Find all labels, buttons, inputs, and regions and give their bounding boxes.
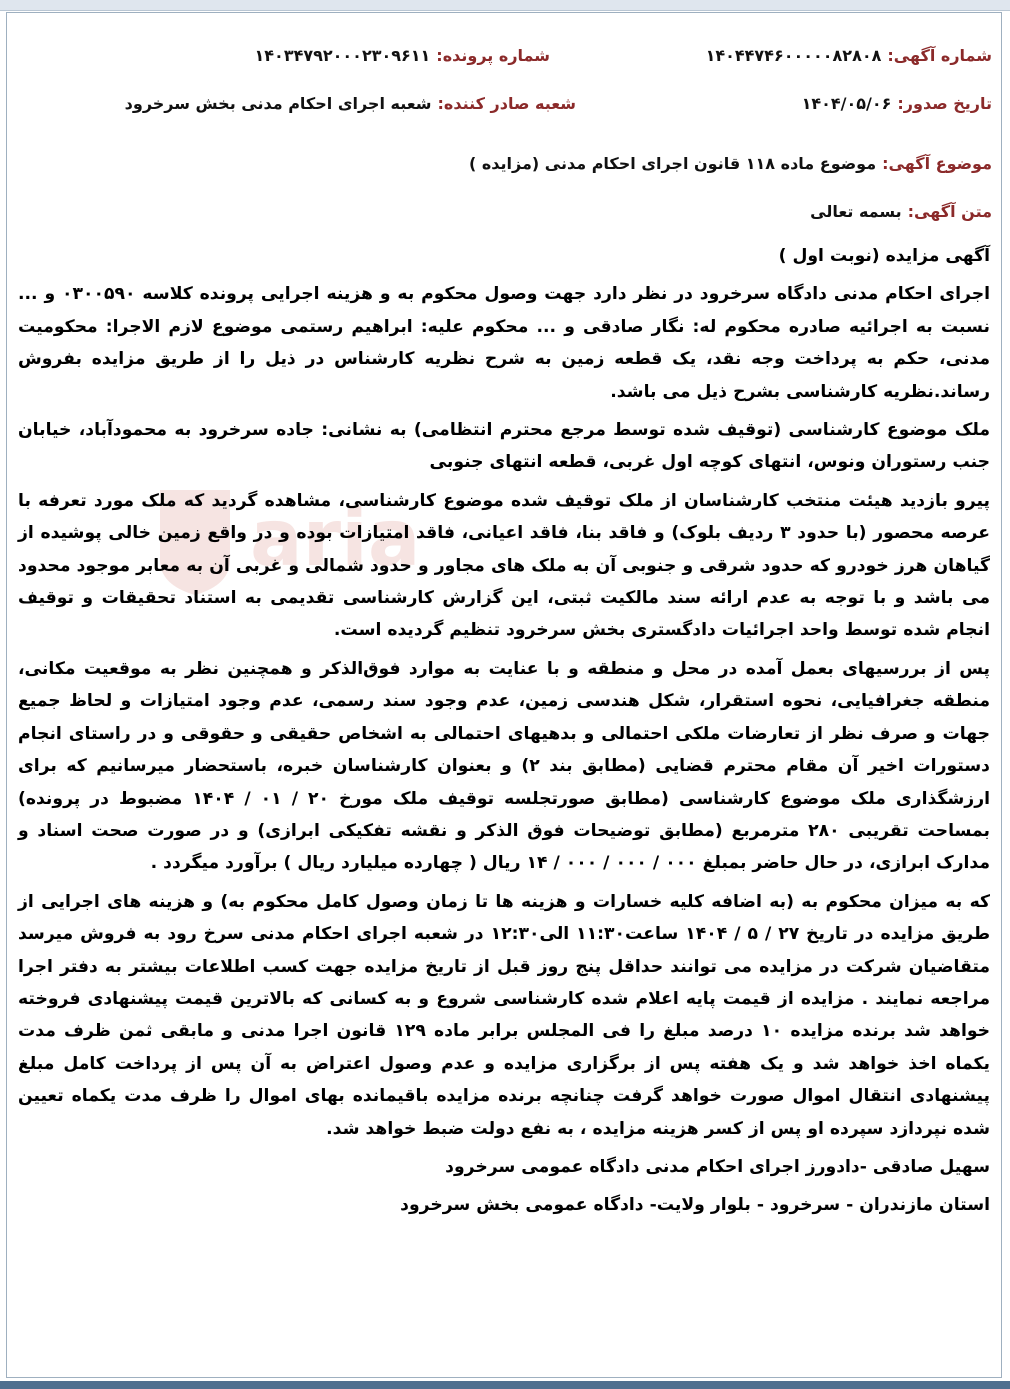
body-paragraph-2: ملک موضوع کارشناسی (توقیف شده توسط مرجع محترم انتظامی) به نشانی: جاده سرخرود به محمودآباد، خیابان جنب رستوران ونوس، انتهای کوچه اول غربی، قطعه انتهای جنوبی	[18, 420, 990, 473]
issue-date-value: ۱۴۰۴/۰۵/۰۶	[801, 94, 892, 113]
issue-date-row	[802, 94, 992, 113]
body-paragraph-5: که به میزان محکوم به (به اضافه کلیه خسارات و هزینه ها تا زمان وصول کامل محکوم به) و هزینه های اجرایی از طریق مزایده در تاریخ ۲۷ / ۵ / ۱۴۰۴ ساعت۱۱:۳۰ الی۱۲:۳۰ در شعبه اجرای احکام مدنی سرخ رود به فروش میرسد متقاضیان شرکت در مزایده می توانند حداقل پنج روز قبل از تاریخ مزایده جهت کسب اطلاعات بیشتر به دفتر اجرا مراجعه نمایند . مزایده از قیمت پایه اعلام شده کارشناسی شروع و به کسانی که بالاترین قیمت پیشنهادی فروخته خواهد شد برنده مزایده ۱۰ درصد مبلغ را فی المجلس برابر ماده ۱۲۹ قانون اجرا مدنی و مابقی ثمن ظرف مدت یکماه اخذ خواهد شد و یک هفته پس از برگزاری مزایده و عدم وصول اعتراض به آن پس از پرداخت کامل مبلغ پیشنهادی انتقال اموال صورت خواهد گرفت چنانچه برنده مزایده باقیمانده بهای اموال را ظرف مدت یکماه تعیین شده نپردازد سپرده او پس از کسر هزینه مزایده ، به نفع دولت ضبط خواهد شد.	[18, 891, 991, 1139]
notice-number-row	[706, 46, 992, 65]
subject-value: موضوع ماده ۱۱۸ قانون اجرای احکام مدنی (مزایده )	[468, 154, 877, 173]
window-bottom-bar	[0, 1381, 1010, 1389]
notice-text-row	[810, 202, 992, 221]
svg-text:aria: aria	[250, 494, 421, 584]
file-number-label: شماره پرونده:	[436, 46, 550, 65]
file-number-value: ۱۴۰۳۴۷۹۲۰۰۰۲۳۰۹۶۱۱	[254, 46, 431, 65]
body-paragraph-3: پیرو بازدید هیئت منتخب کارشناسان از ملک توقیف شده موضوع کارشناسی، مشاهده گردید که ملک مورد تعرفه با عرصه محصور (با حدود ۳ ردیف بلوک) و فاقد بنا، فاقد اعیانی، فاقد امتیازات بوده و در واقع زمین خالی پوشیده از گیاهان هرز خودرو که حدود شرقی و جنوبی آن به ملک های مجاور و حدود شمالی و غربی آن به معابر موجود محدود می باشد و با توجه به عدم ارائه سند مالکیت ثبتی، این گزارش کارشناسی تقدیمی به استناد تحقیقات و توقیف انجام شده توسط واحد اجرائیات دادگستری بخش سرخرود تنظیم گردیده است.	[18, 490, 990, 641]
body-paragraph-1: اجرای احکام مدنی دادگاه سرخرود در نظر دارد جهت وصول محکوم به و هزینه اجرایی پرونده کلاسه ۰۳۰۰۵۹۰ و ... نسبت به اجرائیه صادره محکوم له: نگار صادقی و ... محکوم علیه: ابراهیم رستمی موضوع لازم الاجرا: محکومیت مدنی، حکم به پرداخت وجه نقد، یک قطعه زمین به شرح نظریه کارشناس در ذیل را از طریق مزایده بفروش رساند.نظریه کارشناسی بشرح ذیل می باشد.	[18, 284, 990, 402]
issuing-branch-row	[125, 94, 576, 113]
subject-label: موضوع آگهی:	[882, 154, 992, 173]
issue-date-label: تاریخ صدور:	[897, 94, 992, 113]
issuing-branch-label: شعبه صادر کننده:	[437, 94, 576, 113]
notice-number-value: ۱۴۰۴۴۷۴۶۰۰۰۰۰۸۲۸۰۸	[705, 46, 882, 65]
subject-row	[469, 154, 992, 173]
notice-text-opening: بسمه تعالی	[810, 202, 902, 221]
address-line: استان مازندران - سرخرود - بلوار ولایت- دادگاه عمومی بخش سرخرود	[400, 1195, 990, 1216]
body-paragraph-4: پس از بررسیهای بعمل آمده در محل و منطقه و با عنایت به موارد فوق‌الذکر و همچنین نظر به موقعیت مکانی، منطقه جغرافیایی، نحوه استقرار، شکل هندسی زمین، عدم وجود سند رسمی، عدم وجود امتیازات و لحاظ جمیع جهات و صرف نظر از تعارضات ملکی احتمالی و بدهیهای احتمالی به اشخاص حقیقی و حقوقی و در راستای انجام دستورات اخیر آن مقام محترم قضایی (مطابق بند ۲) و بعنوان کارشناسان خبره، باستحضار میرسانیم که برای ارزشگذاری ملک موضوع کارشناسی (مطابق صورتجلسه توقیف ملک مورخ ۲۰ / ۰۱ / ۱۴۰۴ مضبوط در پرونده) بمساحت تقریبی ۲۸۰ مترمربع (مطابق توضیحات فوق الذکر و نقشه تفکیکی ابرازی) و در صورت صحت اسناد و مدارک ابرازی، در حال حاضر بمبلغ ۰۰۰ / ۰۰۰ / ۰۰۰ / ۱۴ ریال ( چهارده میلیارد ریال ) برآورد میگردد .	[18, 658, 990, 874]
window-top-strip	[0, 0, 1010, 11]
file-number-row	[255, 46, 550, 65]
auction-title: آگهی مزایده (نوبت اول )	[778, 246, 990, 266]
issuing-branch-value: شعبه اجرای احکام مدنی بخش سرخرود	[124, 94, 432, 113]
notice-number-label: شماره آگهی:	[887, 46, 992, 65]
notice-body	[18, 240, 990, 1228]
signature-line: سهیل صادقی -دادورز اجرای احکام مدنی دادگاه عمومی سرخرود	[445, 1156, 990, 1177]
notice-text-label: متن آگهی:	[907, 202, 992, 221]
